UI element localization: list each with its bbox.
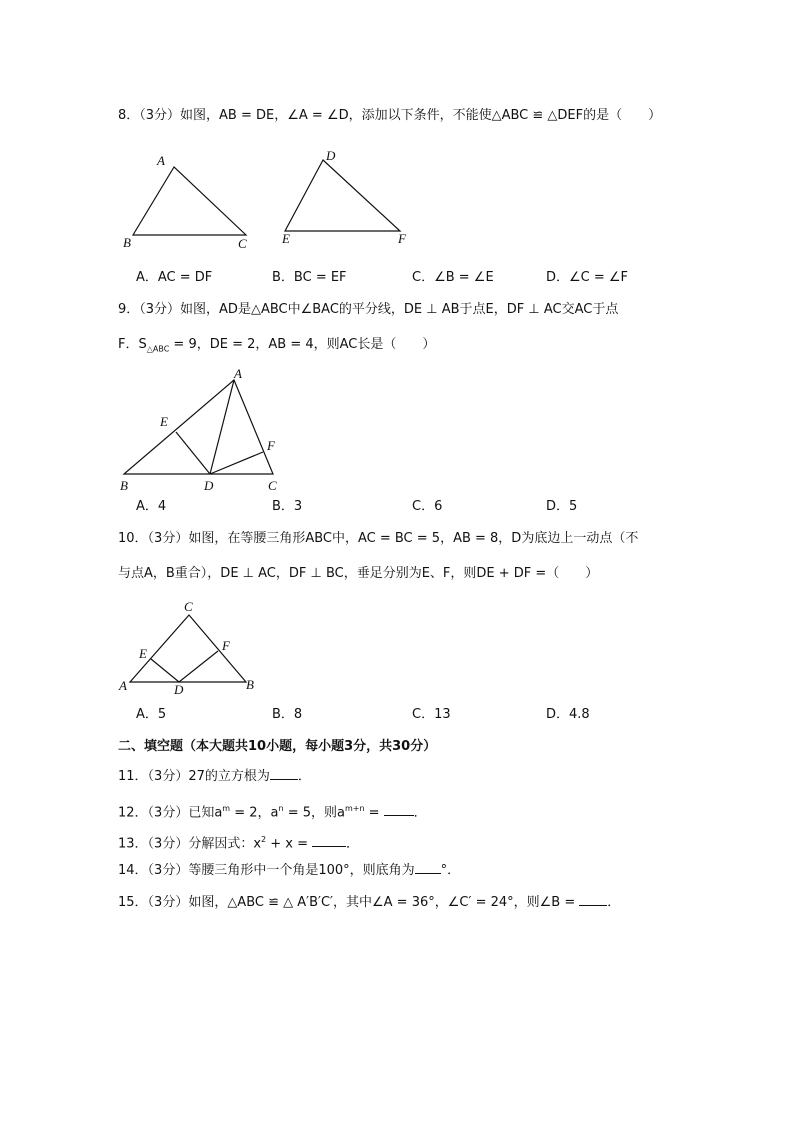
section2-heading: 二、填空题（本大题共10小题，每小题3分，共30分） [118,739,437,754]
q13-sup: 2 [261,835,267,844]
q13-text-a: 13．（3分）分解因式：x [118,836,262,852]
q12 [118,800,427,822]
q10-option-b[interactable]: B．8 [272,707,303,722]
q8-label-b: B [123,235,131,250]
q8-label-f: F [398,231,406,246]
q12-sup-n: n [278,804,284,813]
q14 [118,862,460,880]
q9-area-subscript: △ABC [146,344,170,354]
q9-label-c: C [268,478,277,493]
q9-option-c[interactable]: C．6 [412,499,443,514]
q10-label-a: A [119,678,127,693]
q11-text: 11．（3分）27的立方根为 [118,769,270,784]
q10-label-e: E [139,646,147,661]
q9-option-d[interactable]: D．5 [546,499,578,514]
q12-answer-blank[interactable] [384,815,414,816]
q10-label-f: F [222,638,230,653]
q15-tail: ． [607,895,621,910]
q12-text-d: = [364,805,380,821]
q13 [118,831,359,853]
q8-option-d[interactable]: D．∠C = ∠F [546,270,629,285]
q10-option-d[interactable]: D．4.8 [546,707,590,722]
q8-label-d: D [326,148,336,163]
q10-label-c: C [184,599,193,614]
q14-answer-blank[interactable] [415,873,441,874]
q11-answer-blank[interactable] [270,779,298,780]
q14-text: 14．（3分）等腰三角形中一个角是100°，则底角为 [118,863,415,878]
q12-text-b: = 2，a [230,805,279,821]
q8-option-a[interactable]: A．AC = DF [136,270,213,285]
q15-answer-blank[interactable] [579,905,607,906]
q15 [118,894,620,912]
q13-text-b: + x = [266,836,308,852]
q8-label-c: C [238,236,247,251]
q13-answer-blank[interactable] [312,846,346,847]
q15-text: 15．（3分）如图，△ABC ≌ △ A′B′C′，其中∠A = 36°，∠C′ = 24°，则∠B = [118,895,576,910]
q13-tail: ． [346,836,360,852]
q10-option-c[interactable]: C．13 [412,707,451,722]
q8-stem: 8．（3分）如图，AB = DE，∠A = ∠D，添加以下条件，不能使△ABC ≌ △DEF的是（ ） [118,108,662,123]
q9-option-a[interactable]: A．4 [136,499,167,514]
q12-sup-mn: m+n [344,804,365,813]
q9-label-b: B [120,478,128,493]
q11-tail: ． [297,769,311,784]
q9-stem-f: F．S [118,337,147,352]
q9-label-a: A [234,366,242,381]
q12-text-a: 12．（3分）已知a [118,805,223,821]
q12-tail: ． [413,805,427,821]
q11 [118,768,311,786]
q9-label-d: D [204,478,214,493]
q10-option-a[interactable]: A．5 [136,707,167,722]
q8-label-a: A [157,153,165,168]
q9-label-e: E [160,414,168,429]
q14-tail: °． [440,863,461,878]
q8-option-b[interactable]: B．BC = EF [272,270,347,285]
q10-stem-line1: 10．（3分）如图，在等腰三角形ABC中，AC = BC = 5，AB = 8，D为底边上一动点（不 [118,531,639,546]
q10-label-b: B [246,677,254,692]
q12-sup-m: m [222,804,231,813]
q12-text-c: = 5，则a [283,805,345,821]
q9-option-b[interactable]: B．3 [272,499,303,514]
q9-stem-line1: 9．（3分）如图，AD是△ABC中∠BAC的平分线，DE ⊥ AB于点E，DF ⊥ AC交AC于点 [118,302,619,317]
q10-stem-line2: 与点A，B重合），DE ⊥ AC，DF ⊥ BC，垂足分别为E、F，则DE + DF =（ ） [118,566,599,581]
q8-label-e: E [282,231,290,246]
q8-option-c[interactable]: C．∠B = ∠E [412,270,494,285]
q9-stem-rest: = 9，DE = 2，AB = 4，则AC长是（ ） [169,337,436,352]
q9-label-f: F [267,438,275,453]
q10-label-d: D [174,682,184,697]
